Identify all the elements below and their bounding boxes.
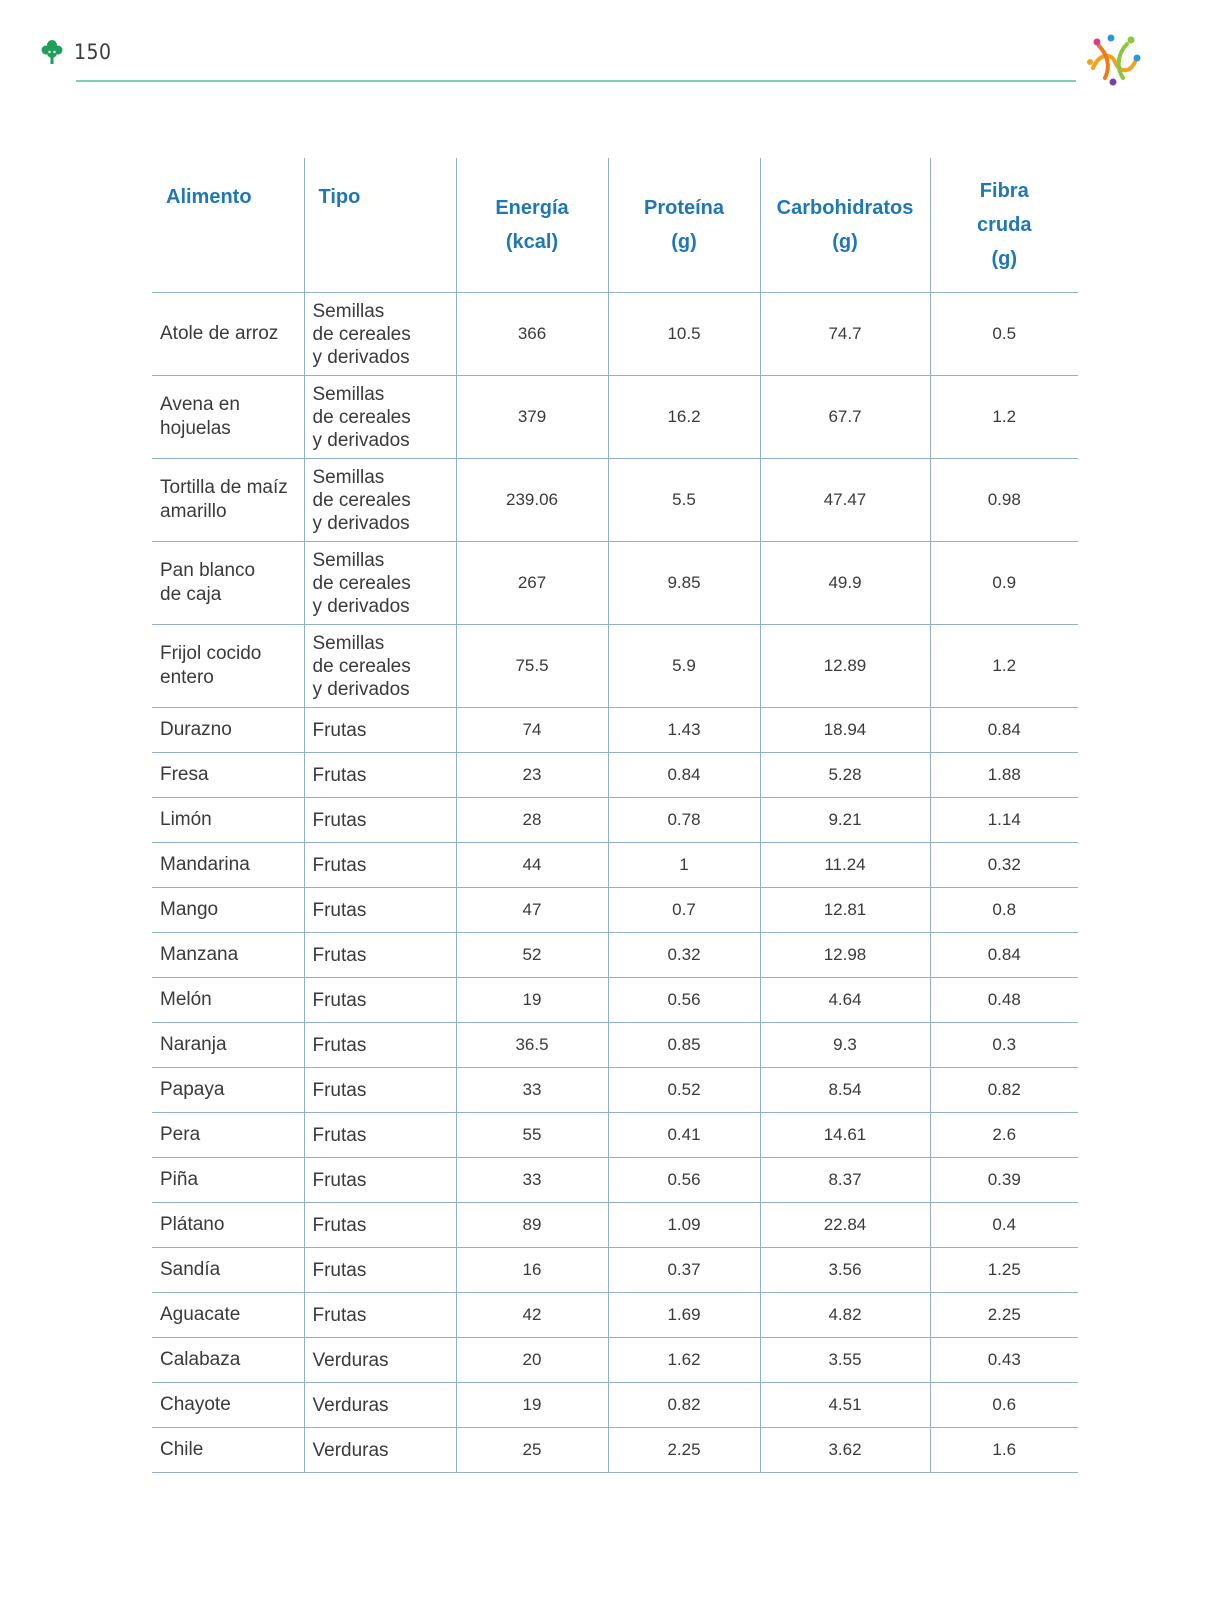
cell-energia: 25 (456, 1428, 608, 1473)
cell-alimento (152, 843, 304, 888)
cell-tipo-line: Frutas (312, 1169, 367, 1191)
header-rule (76, 80, 1076, 82)
cell-proteina: 0.7 (608, 888, 760, 933)
cell-fibra: 2.6 (930, 1113, 1078, 1158)
table-row (152, 542, 1078, 625)
cell-proteina: 0.56 (608, 1158, 760, 1203)
header-carbohidratos (760, 158, 930, 293)
table-row (152, 933, 1078, 978)
cell-carbohidratos: 9.21 (760, 798, 930, 843)
table-row (152, 1248, 1078, 1293)
cell-proteina: 0.41 (608, 1113, 760, 1158)
table-row (152, 1158, 1078, 1203)
cell-tipo (304, 708, 456, 753)
cell-alimento (152, 542, 304, 625)
cell-carbohidratos: 3.62 (760, 1428, 930, 1473)
header-proteina-unit: (g) (671, 231, 697, 253)
colorful-dancing-figures-icon (1085, 32, 1141, 88)
cell-tipo-line: de cereales (312, 323, 411, 345)
cell-carbohidratos: 3.55 (760, 1338, 930, 1383)
cell-proteina: 0.78 (608, 798, 760, 843)
cell-energia: 33 (456, 1158, 608, 1203)
header-fibra-unit: (g) (991, 248, 1018, 270)
cell-energia: 20 (456, 1338, 608, 1383)
cell-alimento-line: Pera (160, 1124, 201, 1145)
nutrition-table (152, 158, 1078, 1473)
cell-tipo (304, 843, 456, 888)
header-fibra-line-2: cruda (977, 214, 1032, 236)
cell-proteina: 5.9 (608, 625, 760, 708)
cell-proteina: 1 (608, 843, 760, 888)
cell-alimento-line: Manzana (160, 944, 239, 965)
cell-tipo-line: de cereales (312, 572, 411, 594)
cell-carbohidratos: 74.7 (760, 293, 930, 376)
cell-proteina: 16.2 (608, 376, 760, 459)
cell-energia: 379 (456, 376, 608, 459)
cell-tipo (304, 1383, 456, 1428)
cell-tipo (304, 888, 456, 933)
page-number: 150 (74, 40, 112, 64)
cell-tipo-line: Frutas (312, 1304, 367, 1326)
cell-energia: 52 (456, 933, 608, 978)
cell-fibra: 0.84 (930, 708, 1078, 753)
cell-alimento (152, 625, 304, 708)
cell-carbohidratos: 9.3 (760, 1023, 930, 1068)
cell-alimento-line: amarillo (160, 501, 227, 522)
cell-alimento (152, 933, 304, 978)
cell-alimento (152, 1158, 304, 1203)
cell-tipo (304, 542, 456, 625)
cell-alimento (152, 1023, 304, 1068)
cell-energia: 44 (456, 843, 608, 888)
cell-tipo (304, 459, 456, 542)
cell-proteina: 1.62 (608, 1338, 760, 1383)
cell-alimento (152, 753, 304, 798)
cell-tipo (304, 1113, 456, 1158)
cell-proteina: 0.37 (608, 1248, 760, 1293)
cell-alimento-line: Mango (160, 899, 219, 920)
table-row (152, 753, 1078, 798)
cell-energia: 19 (456, 978, 608, 1023)
cell-alimento-line: Pan blanco (160, 560, 256, 581)
cell-alimento-line: Melón (160, 989, 212, 1010)
cell-fibra: 1.88 (930, 753, 1078, 798)
table-row (152, 1068, 1078, 1113)
header-proteina-line: Proteína (643, 197, 725, 219)
cell-carbohidratos: 14.61 (760, 1113, 930, 1158)
cell-tipo (304, 1428, 456, 1473)
cell-tipo (304, 753, 456, 798)
cell-alimento-line: Chile (160, 1439, 204, 1460)
cell-tipo-line: Semillas (312, 383, 385, 405)
cell-tipo (304, 376, 456, 459)
header-carbohidratos-unit: (g) (832, 231, 858, 253)
cell-tipo-line: Frutas (312, 1034, 367, 1056)
cell-fibra: 0.48 (930, 978, 1078, 1023)
cell-tipo-line: de cereales (312, 406, 411, 428)
cell-proteina: 0.56 (608, 978, 760, 1023)
cell-alimento (152, 1383, 304, 1428)
cell-tipo-line: y derivados (312, 429, 410, 451)
cell-fibra: 0.6 (930, 1383, 1078, 1428)
cell-energia: 74 (456, 708, 608, 753)
cell-alimento-line: Limón (160, 809, 212, 830)
cell-tipo-line: Frutas (312, 854, 367, 876)
cell-carbohidratos: 22.84 (760, 1203, 930, 1248)
cell-energia: 19 (456, 1383, 608, 1428)
cell-carbohidratos: 47.47 (760, 459, 930, 542)
header-fibra (930, 158, 1078, 293)
table-body (152, 293, 1078, 1473)
cell-tipo-line: y derivados (312, 595, 410, 617)
table-header-row (152, 158, 1078, 293)
cell-alimento-line: hojuelas (160, 418, 231, 439)
cell-tipo-line: Frutas (312, 719, 367, 741)
cell-energia: 239.06 (456, 459, 608, 542)
cell-carbohidratos: 5.28 (760, 753, 930, 798)
table-row (152, 1383, 1078, 1428)
cell-energia: 267 (456, 542, 608, 625)
cell-alimento-line: Avena en (160, 394, 240, 415)
cell-fibra: 0.84 (930, 933, 1078, 978)
cell-carbohidratos: 18.94 (760, 708, 930, 753)
cell-tipo-line: Frutas (312, 989, 367, 1011)
cell-energia: 366 (456, 293, 608, 376)
cell-carbohidratos: 11.24 (760, 843, 930, 888)
cell-tipo-line: Frutas (312, 1214, 367, 1236)
cell-alimento-line: entero (160, 667, 214, 688)
cell-alimento-line: Atole de arroz (160, 323, 279, 344)
cell-energia: 75.5 (456, 625, 608, 708)
cell-carbohidratos: 8.54 (760, 1068, 930, 1113)
header-tipo: Tipo (304, 158, 456, 293)
cell-energia: 36.5 (456, 1023, 608, 1068)
cell-energia: 33 (456, 1068, 608, 1113)
cell-alimento (152, 293, 304, 376)
cell-carbohidratos: 3.56 (760, 1248, 930, 1293)
table-row (152, 1113, 1078, 1158)
cell-tipo (304, 978, 456, 1023)
cell-fibra: 0.3 (930, 1023, 1078, 1068)
cell-fibra: 1.6 (930, 1428, 1078, 1473)
green-tree-figure-icon (40, 38, 64, 68)
cell-alimento (152, 1203, 304, 1248)
header-energia-line: Energía (495, 197, 569, 219)
cell-proteina: 0.85 (608, 1023, 760, 1068)
cell-tipo-line: Frutas (312, 899, 367, 921)
cell-tipo-line: Semillas (312, 466, 385, 488)
cell-proteina: 5.5 (608, 459, 760, 542)
cell-proteina: 0.82 (608, 1383, 760, 1428)
cell-tipo-line: Verduras (312, 1394, 389, 1416)
cell-carbohidratos: 12.98 (760, 933, 930, 978)
table-row (152, 1203, 1078, 1248)
cell-carbohidratos: 12.81 (760, 888, 930, 933)
header-energia-unit: (kcal) (505, 231, 559, 253)
cell-alimento (152, 1248, 304, 1293)
cell-tipo-line: y derivados (312, 678, 410, 700)
cell-fibra: 1.2 (930, 376, 1078, 459)
cell-tipo (304, 625, 456, 708)
cell-alimento-line: Chayote (160, 1394, 231, 1415)
cell-alimento (152, 1068, 304, 1113)
cell-alimento (152, 1293, 304, 1338)
table-row (152, 1293, 1078, 1338)
cell-tipo-line: Frutas (312, 764, 367, 786)
cell-proteina: 2.25 (608, 1428, 760, 1473)
cell-energia: 55 (456, 1113, 608, 1158)
cell-carbohidratos: 49.9 (760, 542, 930, 625)
cell-tipo-line: Semillas (312, 632, 385, 654)
cell-alimento-line: Tortilla de maíz (160, 477, 288, 498)
cell-proteina: 10.5 (608, 293, 760, 376)
cell-alimento-line: Piña (160, 1169, 199, 1190)
cell-alimento (152, 459, 304, 542)
cell-tipo (304, 1068, 456, 1113)
cell-tipo (304, 1338, 456, 1383)
table-row (152, 459, 1078, 542)
cell-alimento-line: Frijol cocido (160, 643, 262, 664)
cell-alimento (152, 888, 304, 933)
cell-alimento (152, 708, 304, 753)
cell-carbohidratos: 4.82 (760, 1293, 930, 1338)
cell-tipo (304, 1158, 456, 1203)
cell-alimento (152, 376, 304, 459)
cell-alimento-line: Papaya (160, 1079, 225, 1100)
cell-carbohidratos: 12.89 (760, 625, 930, 708)
cell-fibra: 0.82 (930, 1068, 1078, 1113)
cell-fibra: 1.14 (930, 798, 1078, 843)
cell-alimento-line: Calabaza (160, 1349, 241, 1370)
cell-tipo-line: Semillas (312, 300, 385, 322)
cell-energia: 42 (456, 1293, 608, 1338)
cell-tipo-line: de cereales (312, 655, 411, 677)
cell-tipo (304, 1203, 456, 1248)
cell-proteina: 9.85 (608, 542, 760, 625)
header-fibra-line-1: Fibra (979, 180, 1029, 202)
cell-alimento-line: Fresa (160, 764, 209, 785)
cell-tipo-line: Frutas (312, 809, 367, 831)
cell-fibra: 0.98 (930, 459, 1078, 542)
table-row (152, 708, 1078, 753)
cell-tipo-line: y derivados (312, 346, 410, 368)
cell-carbohidratos: 67.7 (760, 376, 930, 459)
cell-carbohidratos: 4.64 (760, 978, 930, 1023)
cell-proteina: 0.84 (608, 753, 760, 798)
cell-fibra: 1.2 (930, 625, 1078, 708)
cell-proteina: 1.69 (608, 1293, 760, 1338)
cell-tipo (304, 1293, 456, 1338)
cell-tipo-line: y derivados (312, 512, 410, 534)
cell-proteina: 0.32 (608, 933, 760, 978)
header-alimento: Alimento (152, 158, 304, 293)
cell-alimento-line: Plátano (160, 1214, 225, 1235)
cell-fibra: 2.25 (930, 1293, 1078, 1338)
cell-tipo (304, 293, 456, 376)
cell-proteina: 1.09 (608, 1203, 760, 1248)
table-row (152, 293, 1078, 376)
cell-tipo-line: Frutas (312, 1124, 367, 1146)
cell-alimento-line: Naranja (160, 1034, 227, 1055)
cell-alimento-line: Mandarina (160, 854, 250, 875)
cell-alimento-line: Sandía (160, 1259, 221, 1280)
table-row (152, 1338, 1078, 1383)
cell-fibra: 1.25 (930, 1248, 1078, 1293)
cell-alimento-line: Durazno (160, 719, 232, 740)
cell-fibra: 0.4 (930, 1203, 1078, 1248)
cell-tipo (304, 1248, 456, 1293)
cell-alimento-line: Aguacate (160, 1304, 241, 1325)
cell-tipo-line: Semillas (312, 549, 385, 571)
cell-fibra: 0.32 (930, 843, 1078, 888)
table-row (152, 625, 1078, 708)
cell-energia: 47 (456, 888, 608, 933)
cell-tipo-line: Frutas (312, 944, 367, 966)
cell-proteina: 0.52 (608, 1068, 760, 1113)
cell-tipo-line: Frutas (312, 1079, 367, 1101)
header-proteina (608, 158, 760, 293)
cell-carbohidratos: 8.37 (760, 1158, 930, 1203)
cell-alimento (152, 1428, 304, 1473)
cell-alimento (152, 1113, 304, 1158)
cell-tipo-line: Verduras (312, 1349, 389, 1371)
cell-tipo-line: Frutas (312, 1259, 367, 1281)
cell-alimento (152, 978, 304, 1023)
cell-tipo (304, 933, 456, 978)
cell-fibra: 0.9 (930, 542, 1078, 625)
header-energia (456, 158, 608, 293)
table-row (152, 978, 1078, 1023)
cell-alimento (152, 798, 304, 843)
cell-proteina: 1.43 (608, 708, 760, 753)
cell-tipo (304, 798, 456, 843)
table-row (152, 798, 1078, 843)
cell-fibra: 0.5 (930, 293, 1078, 376)
table-row (152, 1023, 1078, 1068)
cell-tipo (304, 1023, 456, 1068)
cell-tipo-line: Verduras (312, 1439, 389, 1461)
cell-energia: 23 (456, 753, 608, 798)
cell-tipo-line: de cereales (312, 489, 411, 511)
header-carbohidratos-line: Carbohidratos (776, 197, 914, 219)
cell-energia: 28 (456, 798, 608, 843)
cell-energia: 16 (456, 1248, 608, 1293)
cell-carbohidratos: 4.51 (760, 1383, 930, 1428)
cell-alimento (152, 1338, 304, 1383)
table-row (152, 1428, 1078, 1473)
table-row (152, 843, 1078, 888)
cell-alimento-line: de caja (160, 584, 222, 605)
cell-fibra: 0.8 (930, 888, 1078, 933)
cell-fibra: 0.39 (930, 1158, 1078, 1203)
cell-energia: 89 (456, 1203, 608, 1248)
table-row (152, 376, 1078, 459)
table-row (152, 888, 1078, 933)
cell-fibra: 0.43 (930, 1338, 1078, 1383)
